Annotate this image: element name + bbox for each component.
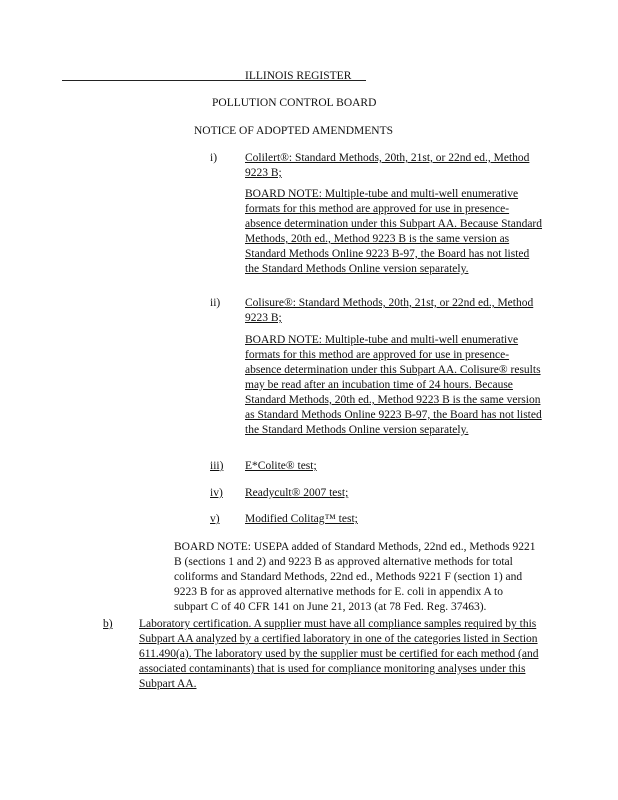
section-b-label: b): [103, 618, 113, 630]
item-title-v: Modified Colitag™ test;: [245, 513, 358, 525]
item-note-i: BOARD NOTE: Multiple-tube and multi-well enumerative formats for this method are approved for use in presence-absence determination under this Subpart AA. Because Standard Methods, 20th ed., Method 9223 B is the same version as Standard Methods Online 9223 B-97, the Board has not listed the Standard Methods Online version separately.: [245, 188, 543, 275]
item-title-iii: E*Colite® test;: [245, 460, 317, 472]
item-title-i: Colilert®: Standard Methods, 20th, 21st, or 22nd ed., Method 9223 B;: [245, 152, 530, 179]
item-label-iv: iv): [210, 487, 223, 499]
board-title: POLLUTION CONTROL BOARD: [212, 97, 377, 109]
item-label-v: v): [210, 513, 220, 525]
item-note-ii: BOARD NOTE: Multiple-tube and multi-well enumerative formats for this method are approved for use in presence-absence determination under this Subpart AA. Colisure® results may be read after an incubation time of 24 hours. Because Standard Methods, 20th ed., Method 9223 B is the same version as Standard Methods Online 9223 B-97, the Board has not listed the Standard Methods Online version separately.: [245, 334, 542, 436]
notice-title: NOTICE OF ADOPTED AMENDMENTS: [194, 125, 394, 137]
item-label-iii: iii): [210, 460, 224, 472]
section-b-text: Laboratory certification. A supplier must have all compliance samples required by this Subpart AA analyzed by a certified laboratory in one of the categories listed in Section 611.490(a). The laboratory used by the supplier must be certified for each method (and associated contaminants) that is used for compliance monitoring analyses under this Subpart AA.: [139, 618, 539, 690]
usepa-board-note: BOARD NOTE: USEPA added of Standard Methods, 22nd ed., Methods 9221 B (sections 1 and 2) and 9223 B as approved alternative methods for total coliforms and Standard Methods, 22nd ed., Methods 9221 F (section 1) and 9223 B for as approved alternative methods for E. coli in appendix A to subpart C of 40 CFR 141 on June 21, 2013 (at 78 Fed. Reg. 37463).: [174, 541, 536, 613]
item-label-i: i): [210, 152, 218, 164]
register-title: ILLINOIS REGISTER: [245, 70, 352, 82]
item-title-iv: Readycult® 2007 test;: [245, 487, 349, 499]
item-label-ii: ii): [210, 297, 221, 309]
item-title-ii: Colisure®: Standard Methods, 20th, 21st, or 22nd ed., Method 9223 B;: [245, 297, 534, 324]
